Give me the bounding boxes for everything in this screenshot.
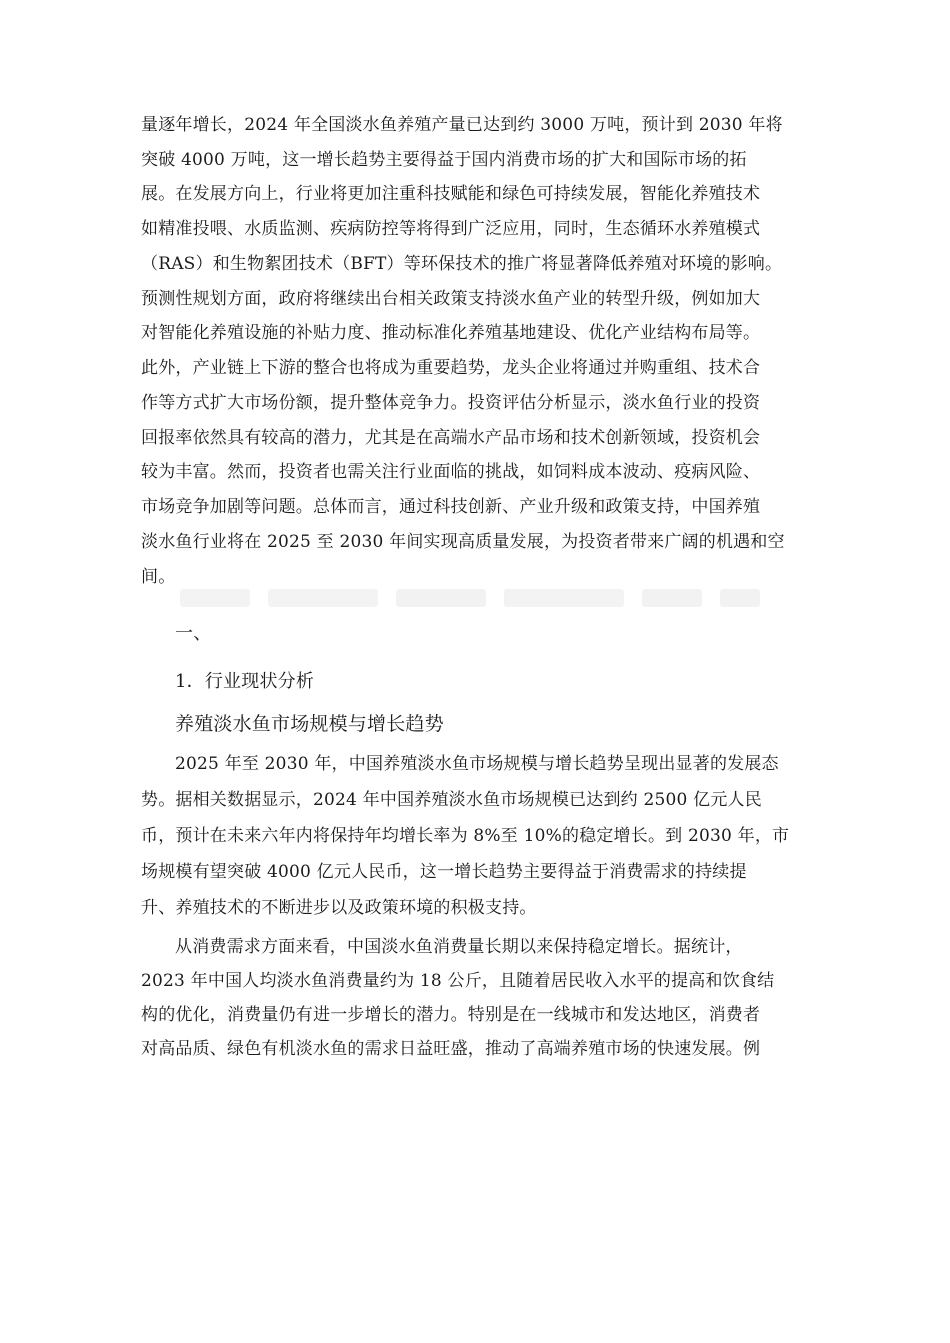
faded-watermark [180,582,780,614]
paragraph-line: 回报率依然具有较高的潜力，尤其是在高端水产品市场和技术创新领域，投资机会 [141,428,761,448]
paragraph-line: 2023 年中国人均淡水鱼消费量约为 18 公斤，且随着居民收入水平的提高和饮食结 [141,971,775,991]
paragraph-line: 对智能化养殖设施的补贴力度、推动标准化养殖基地建设、优化产业结构布局等。 [141,323,761,343]
paragraph-line: 从消费需求方面来看，中国淡水鱼消费量长期以来保持稳定增长。据统计， [175,937,743,957]
paragraph-line: （RAS）和生物絮团技术（BFT）等环保技术的推广将显著降低养殖对环境的影响。 [141,254,783,274]
paragraph-line: 如精准投喂、水质监测、疾病防控等将得到广泛应用，同时，生态循环水养殖模式 [141,219,761,239]
paragraph-line: 市场竞争加剧等问题。总体而言，通过科技创新、产业升级和政策支持，中国养殖 [141,497,761,517]
paragraph-line: 间。 [141,567,176,587]
paragraph-line: 量逐年增长，2024 年全国淡水鱼养殖产量已达到约 3000 万吨，预计到 2030 年将 [141,115,783,135]
paragraph-line: 势。据相关数据显示，2024 年中国养殖淡水鱼市场规模已达到约 2500 亿元人民 [141,790,762,810]
paragraph-line: 对高品质、绿色有机淡水鱼的需求日益旺盛，推动了高端养殖市场的快速发展。例 [141,1039,761,1059]
paragraph-line: 场规模有望突破 4000 亿元人民币，这一增长趋势主要得益于消费需求的持续提 [141,862,747,882]
paragraph-line: 较为丰富。然而，投资者也需关注行业面临的挑战，如饲料成本波动、疫病风险、 [141,462,761,482]
paragraph-line: 展。在发展方向上，行业将更加注重科技赋能和绿色可持续发展，智能化养殖技术 [141,184,761,204]
paragraph-line: 突破 4000 万吨，这一增长趋势主要得益于国内消费市场的扩大和国际市场的拓 [141,150,747,170]
paragraph-line: 作等方式扩大市场份额，提升整体竞争力。投资评估分析显示，淡水鱼行业的投资 [141,393,761,413]
paragraph-line: 2025 年至 2030 年，中国养殖淡水鱼市场规模与增长趋势呈现出显著的发展态 [175,754,779,774]
paragraph-line: 币，预计在未来六年内将保持年均增长率为 8%至 10%的稳定增长。到 2030 年，市 [141,826,790,846]
heading-3: 养殖淡水鱼市场规模与增长趋势 [175,713,444,735]
paragraph-line: 淡水鱼行业将在 2025 至 2030 年间实现高质量发展，为投资者带来广阔的机遇和空 [141,532,785,552]
heading-2: 1．行业现状分析 [175,671,315,692]
paragraph-line: 升、养殖技术的不断进步以及政策环境的积极支持。 [141,898,537,918]
paragraph-line: 此外，产业链上下游的整合也将成为重要趋势，龙头企业将通过并购重组、技术合 [141,358,761,378]
paragraph-line: 构的优化，消费量仍有进一步增长的潜力。特别是在一线城市和发达地区，消费者 [141,1005,761,1025]
paragraph-line: 预测性规划方面，政府将继续出台相关政策支持淡水鱼产业的转型升级，例如加大 [141,289,761,309]
heading-1: 一、 [175,623,212,644]
